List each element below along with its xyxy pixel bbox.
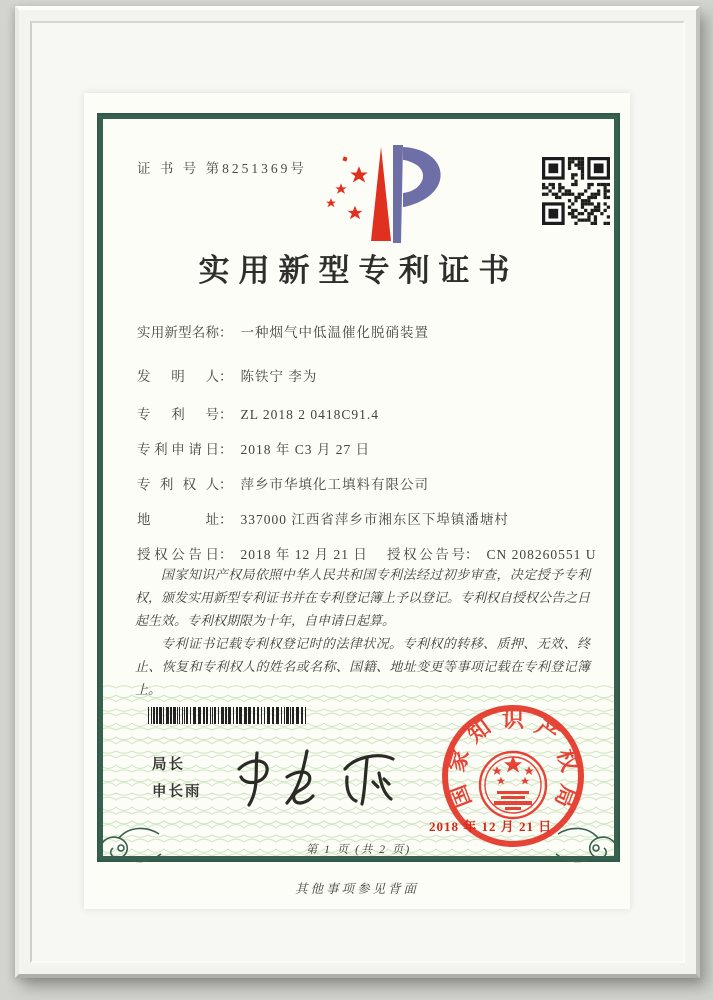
legal-text	[135, 563, 590, 701]
patent-office-logo-icon	[319, 141, 467, 247]
certificate-title: 实用新型专利证书	[198, 253, 519, 288]
svg-text:产: 产	[530, 714, 564, 748]
field-label: 专利号	[137, 407, 219, 422]
page-number: 第 1 页 (共 2 页)	[305, 844, 412, 856]
barcode	[148, 707, 311, 724]
field-label: 专利权人	[137, 477, 219, 492]
official-seal	[435, 703, 591, 859]
field-value: 萍乡市华填化工填料有限公司	[240, 477, 429, 492]
field-filing-date: 专利申请日： 2018 年 C3 月 27 日	[137, 438, 590, 458]
field-label: 授权公告日	[137, 547, 219, 562]
svg-text:识: 识	[501, 707, 525, 732]
field-grant-number: 授权公告号： CN 208260551 U	[387, 543, 597, 563]
field-value: 2018 年 12 月 21 日	[240, 547, 368, 562]
field-value: ZL 2018 2 0418C91.4	[240, 407, 379, 422]
field-label: 授权公告号	[387, 547, 465, 562]
seal-date: 2018 年 12 月 21 日	[429, 819, 553, 834]
field-grant-date-and-number: 授权公告日： 2018 年 12 月 21 日 授权公告号： CN 208260551 U	[137, 543, 590, 563]
commissioner-title: 局长	[152, 757, 185, 773]
field-label: 地址	[137, 512, 219, 527]
svg-text:知: 知	[462, 714, 496, 748]
legal-paragraph-2: 专利证书记载专利权登记时的法律状况。专利权的转移、质押、无效、终止、恢复和专利权人的姓名或名称、国籍、地址变更等事项记载在专利登记簿上。	[135, 636, 590, 697]
field-value: 2018 年 C3 月 27 日	[240, 442, 371, 457]
handwritten-signature	[227, 737, 427, 815]
field-inventors: 发明人： 陈铁宁 李为	[137, 365, 590, 385]
field-value: CN 208260551 U	[486, 547, 597, 562]
certificate-paper	[84, 93, 630, 909]
legal-paragraph-1: 国家知识产权局依照中华人民共和国专利法经过初步审查，决定授予专利权，颁发实用新型专利证书并在专利登记簿上予以登记。专利权自授权公告之日起生效。专利权期限为十年，自申请日起算。	[135, 567, 591, 628]
field-patent-number: 专利号： ZL 2018 2 0418C91.4	[137, 403, 590, 423]
field-patentee: 专利权人： 萍乡市华填化工填料有限公司	[137, 473, 590, 493]
field-value: 337000 江西省萍乡市湘东区下埠镇潘塘村	[240, 512, 509, 527]
field-address: 地址： 337000 江西省萍乡市湘东区下埠镇潘塘村	[137, 508, 590, 528]
field-label: 实用新型名称	[137, 325, 219, 340]
svg-text:国: 国	[444, 781, 476, 812]
reverse-side-note: 其他事项参见背面	[294, 882, 419, 896]
svg-text:局: 局	[550, 781, 582, 812]
certificate-border	[97, 113, 620, 862]
corner-flourish-icon	[95, 818, 165, 866]
field-value: 陈铁宁 李为	[240, 369, 318, 384]
field-value: 一种烟气中低温催化脱硝装置	[240, 325, 429, 340]
commissioner-name: 申长雨	[152, 784, 202, 800]
qr-code	[542, 157, 610, 225]
field-utility-model-name: 实用新型名称： 一种烟气中低温催化脱硝装置	[137, 321, 590, 341]
svg-text:家: 家	[443, 746, 474, 775]
field-label: 专利申请日	[137, 442, 219, 457]
certificate-number: 证 书 号 第8251369号	[137, 161, 307, 176]
svg-text:权: 权	[552, 746, 583, 775]
field-label: 发明人	[137, 369, 219, 384]
emblem-stars-and-gate	[492, 756, 534, 810]
